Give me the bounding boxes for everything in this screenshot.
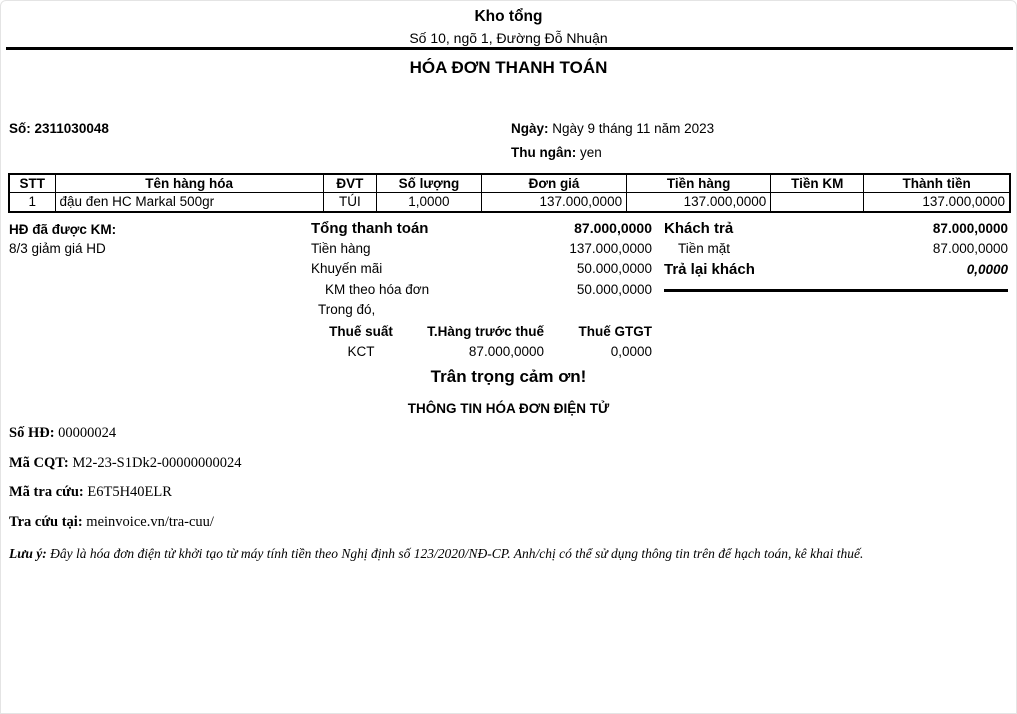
cqt-code-label: Mã CQT: bbox=[9, 454, 69, 471]
col-header-unit: ĐVT bbox=[323, 174, 376, 193]
einvoice-title: THÔNG TIN HÓA ĐƠN ĐIỆN TỬ bbox=[407, 401, 610, 416]
payment-block bbox=[664, 220, 1008, 292]
items-table-header bbox=[9, 174, 1010, 193]
goods-value: 137.000,0000 bbox=[569, 240, 652, 256]
cell-discount bbox=[771, 193, 864, 212]
cash-value: 87.000,0000 bbox=[932, 240, 1008, 256]
col-header-unit-price: Đơn giá bbox=[481, 174, 626, 193]
totals-block bbox=[311, 220, 652, 359]
goods-label: Tiền hàng bbox=[311, 240, 371, 256]
change-row bbox=[664, 261, 1008, 282]
thanks-message: Trân trọng cảm ơn! bbox=[430, 367, 587, 386]
cqt-code-value: M2-23-S1Dk2-00000000024 bbox=[72, 454, 242, 471]
cell-amount: 137.000,0000 bbox=[627, 193, 771, 212]
total-label: Tổng thanh toán bbox=[311, 220, 429, 237]
einvoice-number-label: Số HĐ: bbox=[9, 425, 55, 441]
cashier bbox=[511, 145, 714, 160]
cell-unit-price: 137.000,0000 bbox=[481, 193, 626, 212]
legal-note-text: Đây là hóa đơn điện tử khởi tạo từ máy tính tiền theo Nghị định số 123/2020/NĐ-CP. Anh/chị có thể sử dụng thông tin trên để hạch toán, kê khai thuế. bbox=[50, 546, 864, 561]
col-header-discount: Tiền KM bbox=[771, 174, 864, 193]
promo-invoice-row bbox=[311, 282, 652, 303]
cell-quantity: 1,0000 bbox=[376, 193, 481, 212]
invoice-date-label: Ngày: bbox=[511, 121, 549, 136]
total-row bbox=[311, 220, 652, 241]
goods-row bbox=[311, 241, 652, 262]
legal-note-label: Lưu ý: bbox=[9, 546, 47, 561]
col-header-line-total: Thành tiền bbox=[864, 174, 1010, 193]
items-table bbox=[8, 173, 1011, 213]
legal-note bbox=[9, 546, 999, 562]
lookup-code bbox=[9, 484, 242, 501]
cell-unit: TÚI bbox=[323, 193, 376, 212]
cash-label: Tiền mặt bbox=[678, 240, 731, 256]
change-label: Trả lại khách bbox=[664, 261, 755, 278]
breakdown-row bbox=[311, 302, 652, 323]
invoice-number-value: 2311030048 bbox=[34, 121, 109, 136]
einvoice-fields bbox=[9, 425, 242, 543]
invoice-number-label: Số: bbox=[9, 121, 31, 136]
promo-total-label: Khuyến mãi bbox=[311, 261, 383, 276]
promo-total-row bbox=[311, 261, 652, 282]
tax-rate-header: Thuế suất bbox=[329, 323, 393, 339]
store-name: Kho tổng bbox=[474, 8, 543, 25]
promo-label: HĐ đã được KM: bbox=[9, 222, 117, 237]
customer-pay-value: 87.000,0000 bbox=[932, 221, 1008, 236]
promo-invoice-value: 50.000,0000 bbox=[576, 281, 652, 297]
invoice-date bbox=[511, 121, 714, 136]
invoice-number bbox=[9, 121, 109, 136]
einvoice-number-value: 00000024 bbox=[58, 425, 117, 441]
lookup-code-value: E6T5H40ELR bbox=[87, 484, 172, 500]
tax-vat-header: Thuế GTGT bbox=[578, 323, 652, 339]
page-title: HÓA ĐƠN THANH TOÁN bbox=[409, 58, 608, 77]
table-row bbox=[9, 193, 1010, 212]
promo-invoice-label: KM theo hóa đơn bbox=[325, 281, 430, 297]
cqt-code bbox=[9, 455, 242, 472]
items-header-row bbox=[9, 174, 1010, 193]
cash-row bbox=[664, 241, 1008, 262]
cashier-label: Thu ngân: bbox=[511, 145, 577, 160]
lookup-site-url: meinvoice.vn/tra-cuu/ bbox=[86, 513, 214, 530]
promo-info bbox=[9, 222, 299, 256]
promo-value: 8/3 giảm giá HD bbox=[9, 241, 106, 256]
cell-item-name: đậu đen HC Markal 500gr bbox=[55, 193, 323, 212]
change-value: 0,0000 bbox=[966, 262, 1008, 277]
col-header-amount: Tiền hàng bbox=[627, 174, 771, 193]
lookup-code-label: Mã tra cứu: bbox=[9, 484, 84, 500]
tax-table bbox=[311, 324, 652, 359]
store-header bbox=[1, 8, 1016, 46]
tax-rate-value: KCT bbox=[347, 343, 375, 359]
store-address: Số 10, ngõ 1, Đường Đỗ Nhuận bbox=[409, 30, 608, 46]
einvoice-number bbox=[9, 425, 242, 442]
cashier-value: yen bbox=[580, 145, 602, 160]
lookup-site bbox=[9, 514, 242, 531]
customer-pay-label: Khách trả bbox=[664, 220, 734, 237]
invoice-meta bbox=[511, 121, 714, 169]
payment-divider bbox=[664, 289, 1008, 292]
col-header-quantity: Số lượng bbox=[376, 174, 481, 193]
promo-total-value: 50.000,0000 bbox=[576, 261, 652, 276]
invoice-date-value: Ngày 9 tháng 11 năm 2023 bbox=[552, 121, 715, 136]
breakdown-label: Trong đó, bbox=[318, 302, 376, 317]
header-divider bbox=[6, 47, 1013, 50]
tax-pretax-value: 87.000,0000 bbox=[468, 343, 544, 359]
col-header-stt: STT bbox=[9, 174, 55, 193]
lookup-site-label: Tra cứu tại: bbox=[9, 513, 83, 530]
total-value: 87.000,0000 bbox=[574, 220, 652, 236]
tax-pretax-header: T.Hàng trước thuế bbox=[427, 323, 544, 339]
tax-vat-value: 0,0000 bbox=[610, 343, 652, 359]
col-header-item-name: Tên hàng hóa bbox=[55, 174, 323, 193]
cell-stt: 1 bbox=[9, 193, 55, 212]
customer-pay-row bbox=[664, 220, 1008, 241]
cell-line-total: 137.000,0000 bbox=[864, 193, 1010, 212]
